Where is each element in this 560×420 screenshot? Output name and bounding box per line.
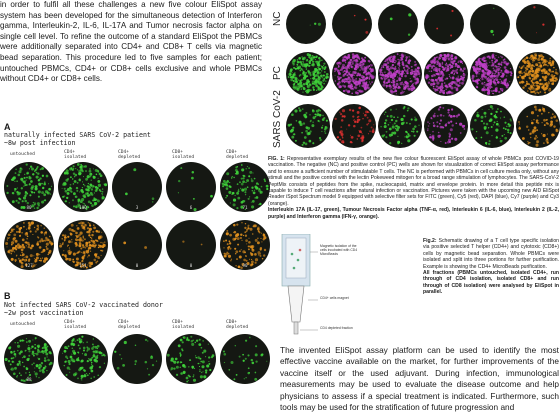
well-sars-4 <box>470 104 514 148</box>
fig2-label-column: CD4+ cells magnet <box>320 296 349 300</box>
col-label-untouched: untouched <box>10 152 35 157</box>
section-a-letter: A <box>4 122 11 132</box>
well-sars-0 <box>286 104 330 148</box>
well-pc-0 <box>286 52 330 96</box>
well-pc-3 <box>424 52 468 96</box>
row-label-pc: PC <box>272 66 283 80</box>
well-a-orange-1 <box>58 220 108 270</box>
well-nc-0 <box>286 4 326 44</box>
section-b-letter: B <box>4 291 11 301</box>
well-a-green-3 <box>166 162 216 212</box>
well-a-orange-3 <box>166 220 216 270</box>
section-a-panel <box>4 150 266 290</box>
well-a-orange-0 <box>4 220 54 270</box>
fig2-caption-body: Schematic drawing of a T cell type specific isolation via positive selected T helper (CD4+) and cytotoxic (CD8+) cells by magnetic bead separation. Whole PBMCs were isolated and split into three portions for further purification. Example is showing the CD4+ MicroBeads purification. <box>423 238 559 270</box>
well-b-green-3 <box>166 334 216 384</box>
row-label-nc: NC <box>272 11 283 26</box>
well-a-orange-2 <box>112 220 162 270</box>
well-pc-2 <box>378 52 422 96</box>
well-b-green-2 <box>112 334 162 384</box>
well-b-green-1 <box>58 334 108 384</box>
well-nc-5 <box>516 4 556 44</box>
col-label-cd8-isolated-b: CD8+ isolated <box>172 320 195 331</box>
col-label-cd4-isolated-b: CD4+ isolated <box>64 320 87 331</box>
intro-paragraph: in order to fulfil all these challenges a new five colour EliSpot assay system has been developed for the simultaneous detection of Interferon gamma, Interleukin-2, IL-6, IL-17A and Tumor necrosis factor alpha on single cell level. To refine the outcome of a standard EliSpot the PBMCs were additionally separated into CD4+ and CD8+ T cells via magnetic bead separation. This procedure led to five samples for each patient; untouched PBMCs, CD4+ or CD8+ cells exclusive and whole PBMCs without CD4+ or CD8+ cells. <box>0 0 262 84</box>
well-nc-2 <box>378 4 418 44</box>
well-pc-1 <box>332 52 376 96</box>
row-label-sars: SARS CoV-2 <box>272 90 283 148</box>
well-nc-1 <box>332 4 372 44</box>
spot-count: 3 <box>135 205 139 210</box>
fig1-caption-body: Representative exemplary results of the new five colour fluorescent EliSpot assay of whole PBMCs post COVID-19 vaccination. The negative (NC) and positive control (PC) wells are shown for visualization of correct EliSpot assay performance and to ensure a sufficient number of stimulatable T cells. The NC is performed with PBMCs in cell culture media only, without any stimuli and the positive control with the lectin Pokeweed mitogen for a broad range stimulation of lymphocytes. The SARS-CoV-2 PeptMix consists of peptides from the spike, nucleocapsid, matrix and envelope protein. In more detail this peptide mix is capable to induce T cell reactions after natural infection or vaccination. Pictures were taken with the upcoming new AID EliSpot Reader iSpot Spectrum model 9 equipped with selective filter sets for FITC (green), Cy5 (red), DAPI (blue), Cy7 (purple) and Cy3 (orange). <box>268 156 559 207</box>
fig2-caption-lead: Fig.2: <box>423 238 437 244</box>
section-b-panel <box>4 320 266 420</box>
well-a-green-1 <box>58 162 108 212</box>
spot-count: 80 <box>26 205 32 210</box>
fig1-caption-cytokines: Interleukin 17A (IL-17, green), Tumour Necrosis Factor alpha (TNF-α, red), Interleukin 6 (IL-6, blue), Interleukin 2 (IL-2, purple) and Interferon gamma (IFN-γ, orange). <box>268 207 559 220</box>
spot-count: 127 <box>25 263 33 268</box>
well-b-green-4 <box>220 334 270 384</box>
well-sars-5 <box>516 104 560 148</box>
fig1-caption <box>268 156 559 220</box>
section-b-caption: Not infected SARS CoV-2 vaccinated donor ~2w post vaccination <box>4 301 163 317</box>
well-a-green-0 <box>4 162 54 212</box>
well-b-green-0 <box>4 334 54 384</box>
col-label-cd4-depleted-b: CD4+ depleted <box>118 320 141 331</box>
fig2-diagram <box>278 234 418 342</box>
well-a-green-4 <box>220 162 270 212</box>
spot-count: 151 <box>79 263 87 268</box>
well-pc-5 <box>516 52 560 96</box>
discussion-paragraph: The invented EliSpot assay platform can be used to identify the most effective vaccine available on the market, for further improvements of the vaccine itself or the used adjuvant. During infection, immunological measurements may be used to evaluate the disease outcome and help physicians to assess if a special treatment is indicated. Furthermore, such tools may be used for the stratification of future progression and <box>280 345 559 413</box>
col-label-cd8-isolated: CD8+ isolated <box>172 150 195 161</box>
spot-count: 0 <box>189 263 193 268</box>
fig2-label-bottom: CD4 depleted fraction <box>320 326 353 330</box>
col-label-cd4-depleted: CD4+ depleted <box>118 150 141 161</box>
well-sars-2 <box>378 104 422 148</box>
well-nc-4 <box>470 4 510 44</box>
spot-count: 71 <box>242 205 248 210</box>
fig2-caption-fractions: All fractions (PBMCs untouched, isolated CD4+, run through of CD4 isolation, isolated CD8+ and run through of CD8 isolation) were analysed by EliSpot in parallel. <box>423 270 559 296</box>
well-pc-4 <box>470 52 514 96</box>
well-sars-3 <box>424 104 468 148</box>
fig2-caption <box>423 238 559 296</box>
spot-count: 0 <box>135 263 139 268</box>
col-label-cd8-depleted-b: CD8+ depleted <box>226 320 249 331</box>
well-a-orange-4 <box>220 220 270 270</box>
well-nc-3 <box>424 4 464 44</box>
spot-count: 88 <box>26 377 32 382</box>
well-a-green-2 <box>112 162 162 212</box>
section-a-caption: naturally infected SARS CoV-2 patient ~8w post infection <box>4 131 151 147</box>
col-label-cd4-isolated: CD4+ isolated <box>64 150 87 161</box>
fig1-caption-lead: FIG. 1: <box>268 156 285 162</box>
fig2-label-top: Magnetic isolation of the cells incubated with CD4 MicroBeads <box>320 244 358 256</box>
spot-count: 6 <box>189 205 193 210</box>
fig1-control-wells <box>268 0 560 150</box>
col-label-untouched-b: untouched <box>10 322 35 327</box>
spot-count: 90 <box>242 263 248 268</box>
spot-count: 100 <box>79 205 87 210</box>
col-label-cd8-depleted: CD8+ depleted <box>226 150 249 161</box>
well-sars-1 <box>332 104 376 148</box>
